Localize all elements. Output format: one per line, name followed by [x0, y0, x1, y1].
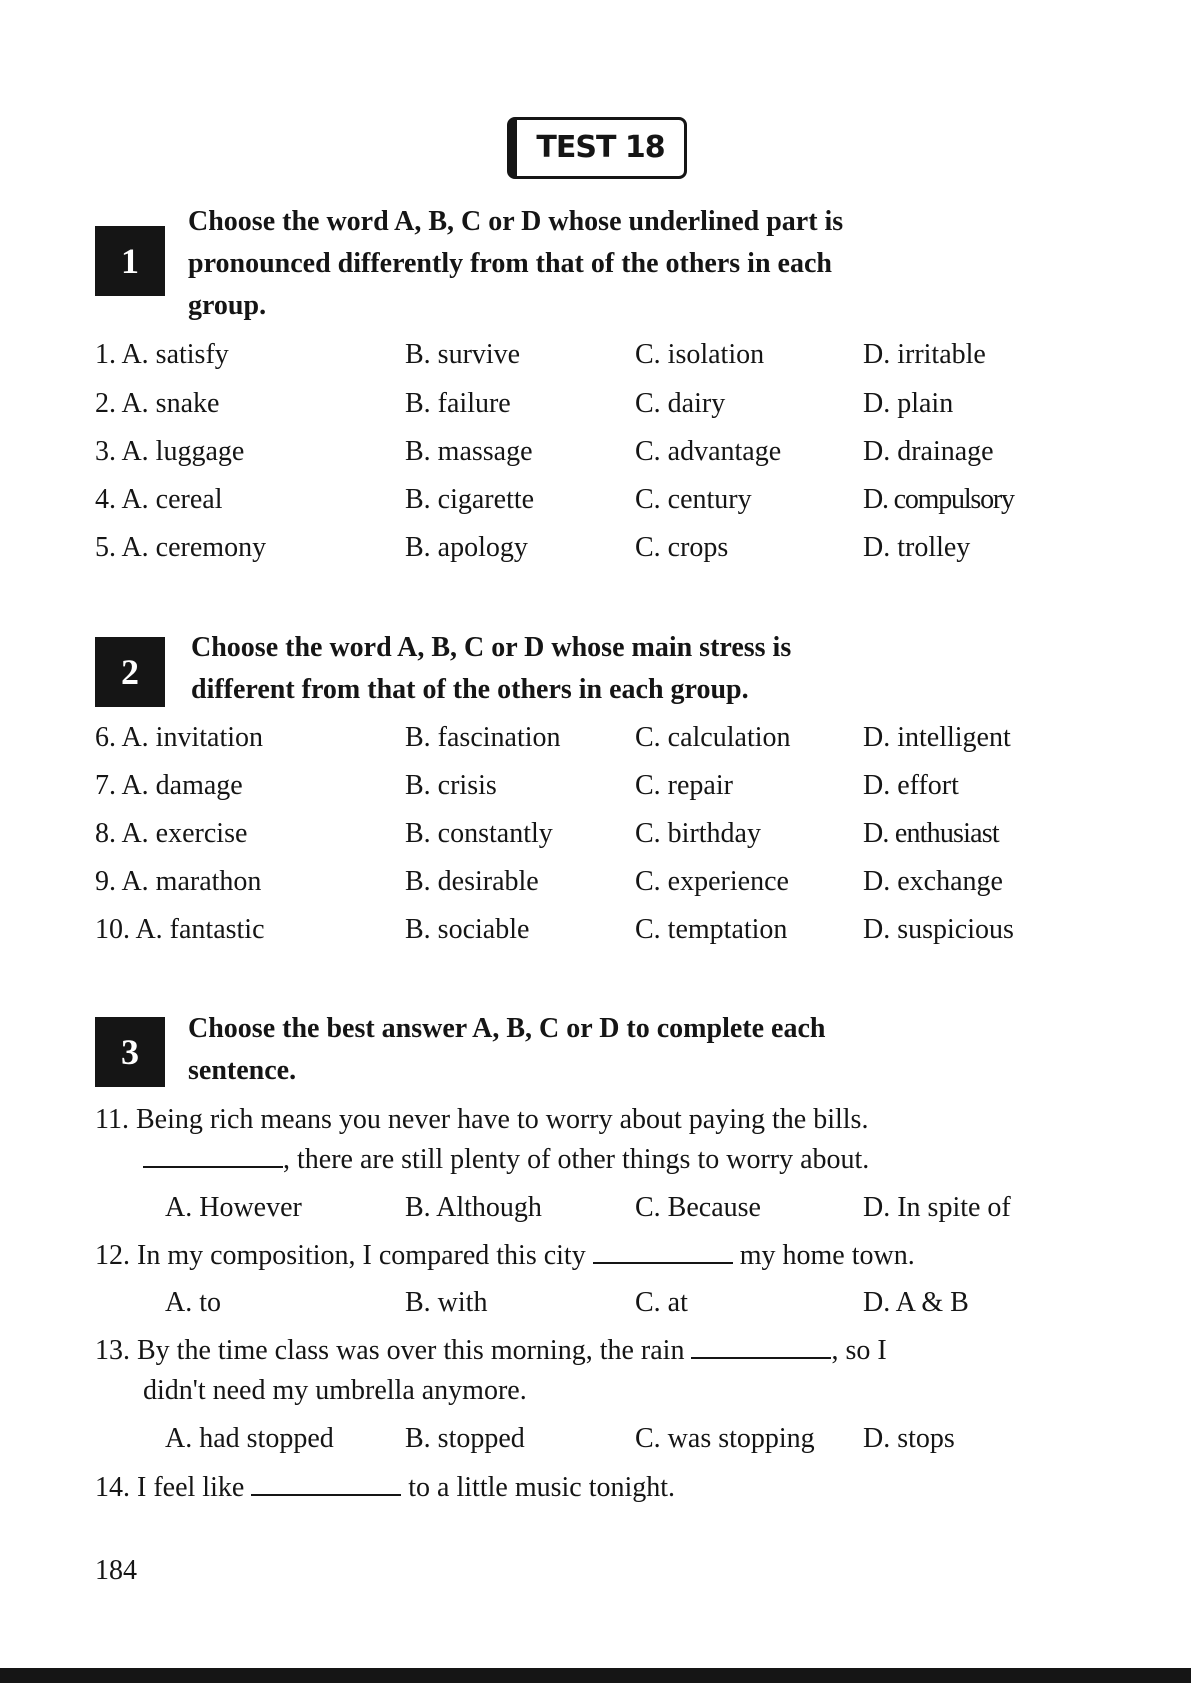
question-12 — [95, 1236, 1095, 1276]
option-d: D. effort — [863, 770, 959, 801]
question-text: 13. By the time class was over this morning, the rain — [95, 1335, 692, 1366]
instruction-line: different from that of the others in each group. — [191, 674, 749, 705]
instruction-line: Choose the word A, B, C or D whose main stress is — [191, 632, 792, 663]
option-b: B. failure — [405, 388, 511, 419]
option-d: D. enthusiast — [863, 818, 999, 849]
option-b: B. stopped — [405, 1423, 525, 1454]
question-row-5 — [95, 530, 1095, 566]
option-b: B. with — [405, 1287, 488, 1318]
question-text: to a little music tonight. — [401, 1472, 676, 1503]
section-number-3: 3 — [95, 1017, 165, 1087]
question-text: , there are still plenty of other things to worry about. — [283, 1144, 870, 1175]
instruction-line: Choose the best answer A, B, C or D to complete each — [188, 1013, 826, 1044]
question-text: 11. Being rich means you never have to worry about paying the bills. — [95, 1104, 869, 1135]
option-a: 2. A. snake — [95, 388, 220, 419]
option-c: C. isolation — [635, 339, 765, 370]
bottom-border — [0, 1668, 1191, 1683]
option-a: 6. A. invitation — [95, 722, 263, 753]
option-b: B. survive — [405, 339, 521, 370]
option-c: C. birthday — [635, 818, 761, 849]
option-c: C. was stopping — [635, 1423, 815, 1454]
question-11-options — [95, 1190, 1095, 1226]
option-d: D. intelligent — [863, 722, 1011, 753]
option-c: C. century — [635, 484, 752, 515]
option-a: 4. A. cereal — [95, 484, 223, 515]
option-b: B. cigarette — [405, 484, 535, 515]
answer-blank — [691, 1331, 831, 1359]
question-text-line2: didn't need my umbrella anymore. — [143, 1375, 527, 1406]
option-c: C. repair — [635, 770, 733, 801]
question-row-3 — [95, 434, 1095, 470]
option-a: 5. A. ceremony — [95, 532, 267, 563]
instruction-line: Choose the word A, B, C or D whose underlined part is — [188, 206, 844, 237]
option-d: D. suspicious — [863, 914, 1014, 945]
question-12-options — [95, 1285, 1095, 1321]
option-c: C. advantage — [635, 436, 782, 467]
section-number-1: 1 — [95, 226, 165, 296]
question-row-6 — [95, 720, 1095, 756]
option-d: D. drainage — [863, 436, 994, 467]
section-number-2: 2 — [95, 637, 165, 707]
option-d: D. stops — [863, 1423, 955, 1454]
option-d: D. irritable — [863, 339, 986, 370]
option-b: B. crisis — [405, 770, 497, 801]
question-row-10 — [95, 912, 1095, 948]
option-a: 10. A. fantastic — [95, 914, 265, 945]
question-13-options — [95, 1421, 1095, 1457]
question-text: 14. I feel like — [95, 1472, 252, 1503]
answer-blank — [593, 1236, 733, 1264]
option-d: D. In spite of — [863, 1192, 1011, 1223]
instruction-line: group. — [188, 290, 267, 321]
instruction-line: sentence. — [188, 1055, 297, 1086]
section-2-instruction — [191, 627, 1071, 711]
question-text-line2 — [95, 1140, 1095, 1180]
page-number: 184 — [95, 1555, 137, 1586]
option-c: C. Because — [635, 1192, 761, 1223]
question-text: my home town. — [732, 1240, 915, 1271]
question-13 — [95, 1331, 1095, 1411]
option-d: D. plain — [863, 388, 954, 419]
option-c: C. calculation — [635, 722, 791, 753]
option-a: 9. A. marathon — [95, 866, 262, 897]
option-a: 8. A. exercise — [95, 818, 248, 849]
question-row-8 — [95, 816, 1095, 852]
question-row-7 — [95, 768, 1095, 804]
option-b: B. desirable — [405, 866, 539, 897]
question-text: 12. In my composition, I compared this city — [95, 1240, 593, 1271]
question-14 — [95, 1468, 1095, 1508]
option-b: B. Although — [405, 1192, 542, 1223]
option-b: B. constantly — [405, 818, 553, 849]
option-c: C. at — [635, 1287, 688, 1318]
option-b: B. apology — [405, 532, 528, 563]
option-a: A. However — [165, 1192, 302, 1223]
instruction-line: pronounced differently from that of the others in each — [188, 248, 832, 279]
option-a: 1. A. satisfy — [95, 339, 229, 370]
option-b: B. sociable — [405, 914, 530, 945]
option-d: D. A & B — [863, 1287, 969, 1318]
question-row-2 — [95, 386, 1095, 422]
option-d: D. exchange — [863, 866, 1003, 897]
option-c: C. temptation — [635, 914, 788, 945]
option-c: C. dairy — [635, 388, 726, 419]
option-a: 3. A. luggage — [95, 436, 245, 467]
question-row-4 — [95, 482, 1095, 518]
question-row-1 — [95, 337, 1095, 373]
option-c: C. experience — [635, 866, 789, 897]
option-b: B. massage — [405, 436, 533, 467]
question-11 — [95, 1100, 1095, 1180]
section-1-instruction — [188, 201, 1068, 327]
answer-blank — [251, 1468, 401, 1496]
question-text: , so I — [831, 1335, 887, 1366]
option-a: A. to — [165, 1287, 221, 1318]
question-row-9 — [95, 864, 1095, 900]
option-d: D. trolley — [863, 532, 971, 563]
option-a: A. had stopped — [165, 1423, 334, 1454]
test-title: TEST 18 — [507, 117, 687, 179]
option-c: C. crops — [635, 532, 729, 563]
section-3-instruction — [188, 1008, 1068, 1092]
option-a: 7. A. damage — [95, 770, 243, 801]
option-d: D. compulsory — [863, 484, 1014, 515]
option-b: B. fascination — [405, 722, 561, 753]
answer-blank — [143, 1140, 283, 1168]
